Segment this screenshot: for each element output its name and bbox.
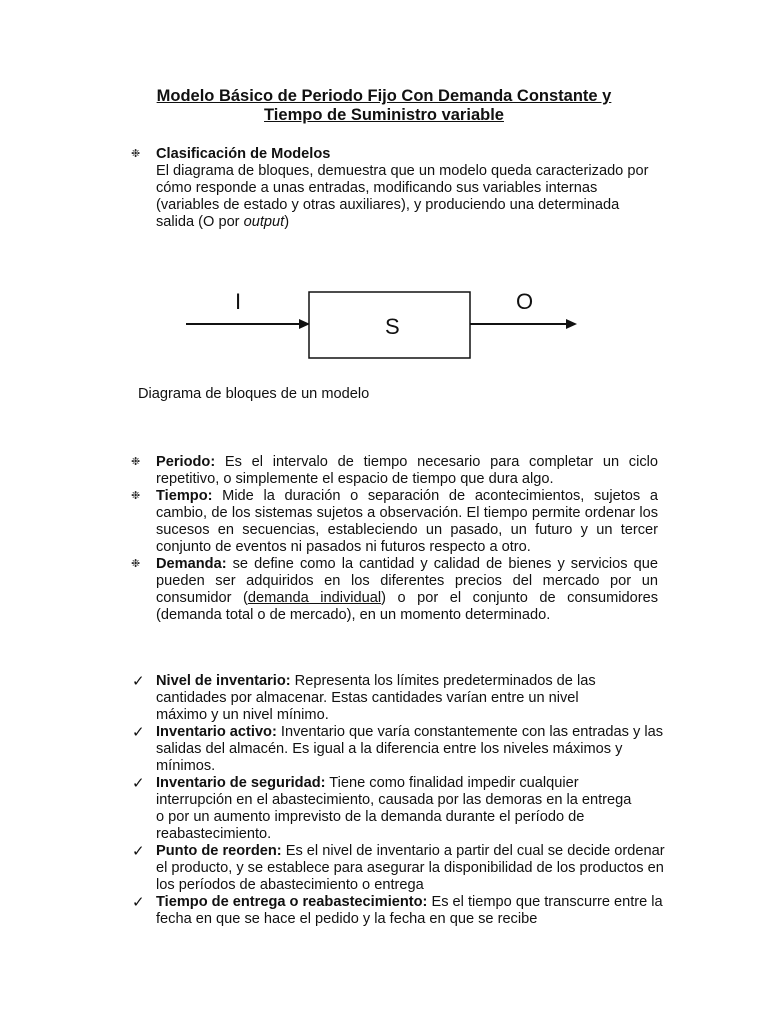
inventory-text: Es el nivel de inventario a partir del cual se decide ordenar el producto, y se establece para asegurar la disponibilidad de los productos en los períodos de abastecimiento o entrega [156,843,665,893]
list-item [120,894,676,928]
section-definiciones [120,454,658,624]
term-tiempo-entrega: Tiempo de entrega o reabastecimiento: [156,894,428,910]
paragraph [156,163,656,231]
list-item [120,556,658,624]
block-diagram [180,282,590,372]
paragraph-text: El diagrama de bloques, demuestra que un modelo queda caracterizado por cómo responde a unas entradas, modificando sus variables internas (variables de estado y otras auxiliares), y produciendo una determinada salida (O por [156,163,649,230]
checkmark-icon: ✓ [132,775,145,792]
checkmark-icon: ✓ [132,673,145,690]
input-label: I [235,289,242,314]
title-line-2: Tiempo de Suministro variable [264,106,504,124]
asterisk-bullet-icon: ❉ [131,490,141,502]
section-clasificacion [120,146,660,231]
definition-text: Mide la duración o separación de acontecimientos, sujetos a cambio, de los sistemas sujetos a observación. El tiempo permite ordenar los sucesos en secuencias, estableciendo un pasado, un futuro y un tercer conjunto de eventos ni pasados ni futuros respecto a otro. [156,488,658,555]
term-demanda: Demanda: [156,556,227,572]
section-heading: Clasificación de Modelos [156,146,331,162]
demanda-individual-link[interactable]: demanda individual [247,590,382,606]
list-item [120,843,676,894]
section-inventario [120,673,665,928]
checkmark-icon: ✓ [132,843,145,860]
definition-text: se define como la cantidad y calidad de bienes y servicios que pueden ser adquiridos en los diferentes precios del mercado por un consumidor ( [156,556,658,606]
asterisk-bullet-icon: ❉ [131,558,141,570]
term-inventario-seguridad: Inventario de seguridad: [156,775,326,791]
inventory-text: Representa los límites predeterminados de las cantidades por almacenar. Estas cantidades varían entre un nivel máximo y un nivel mínimo. [156,673,596,723]
list-item [120,146,660,231]
checkmark-icon: ✓ [132,724,145,741]
definition-text-end: ) o por el conjunto de consumidores (demanda total o de mercado), en un momento determinado. [156,590,658,623]
list-item [120,775,636,843]
italic-term: output [243,214,285,230]
term-tiempo: Tiempo: [156,488,213,504]
list-item [120,724,666,775]
checkmark-icon: ✓ [132,894,145,911]
list-item [120,454,658,488]
diagram-caption: Diagrama de bloques de un modelo [138,386,370,402]
asterisk-bullet-icon: ❉ [131,456,141,468]
title-line-1: Modelo Básico de Periodo Fijo Con Demanda Constante y [156,87,612,105]
document-title [100,87,668,125]
asterisk-bullet-icon: ❉ [131,148,141,160]
term-periodo: Periodo: [156,454,216,470]
term-punto-reorden: Punto de reorden: [156,843,282,859]
output-label: O [516,289,534,314]
output-arrow-head [566,319,577,329]
term-nivel-inventario: Nivel de inventario: [156,673,291,689]
definition-text: Es el intervalo de tiempo necesario para completar un ciclo repetitivo, o simplemente el espacio de tiempo que dura algo. [156,454,658,487]
list-item [120,488,658,556]
inventory-text: Tiene como finalidad impedir cualquier interrupción en el abastecimiento, causada por las demoras en la entrega o por un aumento imprevisto de la demanda durante el período de reabastecimiento. [156,775,632,842]
inventory-text: Inventario que varía constantemente con las entradas y las salidas del almacén. Es igual a la diferencia entre los niveles máximos y mínimos. [156,724,663,774]
system-label: S [385,314,400,339]
list-item [120,673,626,724]
inventory-text: Es el tiempo que transcurre entre la fecha en que se hace el pedido y la fecha en que se recibe [156,894,663,927]
paragraph-text-end: ) [284,214,290,230]
term-inventario-activo: Inventario activo: [156,724,277,740]
